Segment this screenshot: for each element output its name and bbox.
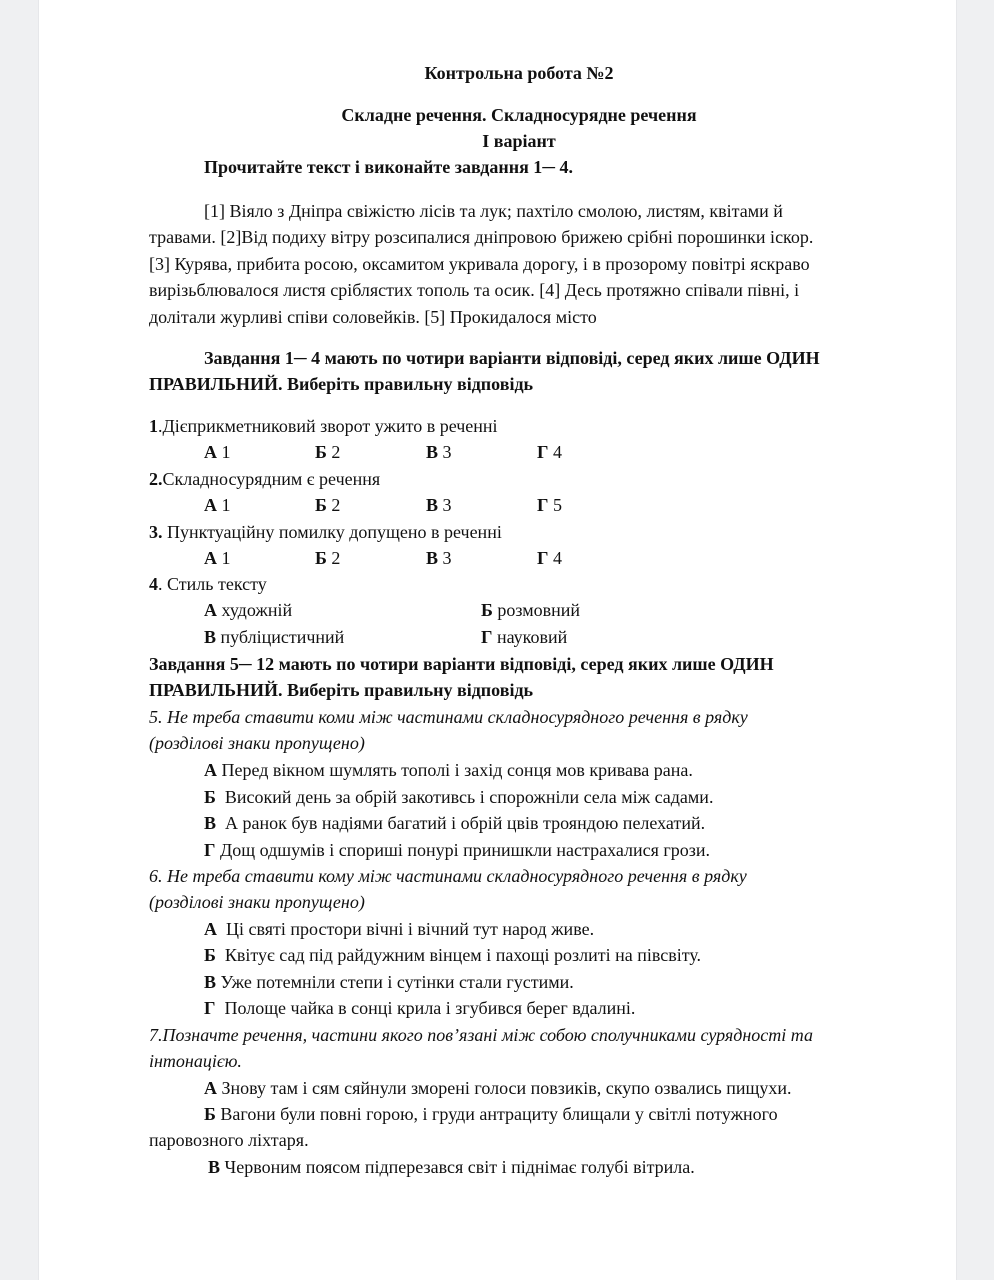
section2-header-line: ПРАВИЛЬНИЙ. Виберіть правильну відповідь <box>149 680 534 700</box>
option[interactable] <box>204 597 292 623</box>
text-line: [3] Курява, прибита росою, оксамитом укривала дорогу, і в прозорому повітрі яскраво <box>149 254 810 274</box>
option-text: Дощ одшумів і спориші понурі принишкли настрахалися грози. <box>215 840 710 860</box>
question-number: 3. <box>149 522 163 542</box>
option-letter: Г <box>537 495 549 515</box>
option-letter: А <box>204 1078 217 1098</box>
question-2 <box>149 466 380 492</box>
option-value: 3 <box>442 495 452 515</box>
option-letter: Г <box>481 627 493 647</box>
question-number: 2. <box>149 469 163 489</box>
option-text: Полоще чайка в сонці крила і згубився берег вдалині. <box>215 998 636 1018</box>
option[interactable] <box>204 1075 791 1101</box>
option-text: Уже потемніли степи і сутінки стали густими. <box>216 972 574 992</box>
question-7-text: 7.Позначте речення, частини якого пов’язані між собою сполучниками сурядності та <box>149 1025 814 1045</box>
question-text: Складносурядним є речення <box>162 469 381 489</box>
option[interactable] <box>204 969 574 995</box>
option-letter: В <box>208 1157 221 1177</box>
option-value: 4 <box>552 442 562 462</box>
option-letter: Г <box>537 548 549 568</box>
option[interactable] <box>204 545 231 571</box>
text-line: [1] Віяло з Дніпра свіжістю лісів та лук; пахтіло смолою, листям, квітами й <box>204 201 783 221</box>
option-letter: Б <box>481 600 493 620</box>
text-line: вирізьблювалося листя сріблястих тополь та осик. [4] Десь протяжно співали півні, і <box>149 280 800 300</box>
option-value: публіцистичний <box>220 627 345 647</box>
section2-header-line: Завдання 5─ 12 мають по чотири варіанти відповіді, серед яких лише ОДИН <box>149 654 774 674</box>
question-1 <box>149 413 498 439</box>
option-letter: Б <box>315 495 327 515</box>
option-letter: В <box>426 495 439 515</box>
option-value: 2 <box>331 495 341 515</box>
option[interactable] <box>315 439 340 465</box>
option-text-continuation: паровозного ліхтаря. <box>149 1130 309 1150</box>
document-title: Контрольна робота №2 <box>424 63 614 83</box>
option-value: розмовний <box>497 600 581 620</box>
option-text: Високий день за обрій закотивсь і спорожніли села між садами. <box>215 787 714 807</box>
section1-header-line: ПРАВИЛЬНИЙ. Виберіть правильну відповідь <box>149 374 534 394</box>
option-letter: А <box>204 600 217 620</box>
option-letter: Б <box>204 945 216 965</box>
question-4 <box>149 571 267 597</box>
question-6-text: 6. Не треба ставити кому між частинами складносурядного речення в рядку <box>149 866 747 886</box>
option-letter: А <box>204 919 217 939</box>
option[interactable] <box>204 757 693 783</box>
option[interactable] <box>204 810 705 836</box>
option-value: науковий <box>496 627 568 647</box>
option[interactable] <box>537 492 562 518</box>
option[interactable] <box>204 916 594 942</box>
option-letter: В <box>204 972 217 992</box>
option[interactable] <box>315 492 340 518</box>
option[interactable] <box>204 995 635 1021</box>
option-text: Вагони були повні горою, і груди антрациту блищали у світлі потужного <box>215 1104 778 1124</box>
option-value: 1 <box>221 442 231 462</box>
option-letter: Г <box>204 840 216 860</box>
option-text: Ці святі простори вічні і вічний тут народ живе. <box>217 919 595 939</box>
option-value: 5 <box>552 495 562 515</box>
option[interactable] <box>426 545 452 571</box>
option-letter: В <box>426 442 439 462</box>
option-letter: Б <box>204 1104 216 1124</box>
option-letter: В <box>204 627 217 647</box>
option-value: 4 <box>552 548 562 568</box>
option-value: 1 <box>221 548 231 568</box>
option-value: художній <box>221 600 293 620</box>
option-value: 3 <box>442 442 452 462</box>
option[interactable] <box>208 1154 695 1180</box>
option-letter: В <box>426 548 439 568</box>
variant-label: І варіант <box>482 131 556 151</box>
option[interactable] <box>537 545 562 571</box>
question-7-text: інтонацією. <box>149 1051 242 1071</box>
option-text: Квітує сад під райдужним вінцем і пахощі розлиті на півсвіту. <box>215 945 702 965</box>
option-text: Червоним поясом підперезався світ і піднімає голубі вітрила. <box>220 1157 695 1177</box>
option-value: 2 <box>331 548 341 568</box>
option-letter: Б <box>315 548 327 568</box>
option-letter: Г <box>537 442 549 462</box>
option[interactable] <box>204 439 231 465</box>
option-letter: А <box>204 495 217 515</box>
option[interactable] <box>204 837 710 863</box>
option-value: 1 <box>221 495 231 515</box>
question-3 <box>149 519 502 545</box>
option-letter: А <box>204 442 217 462</box>
question-number: 4 <box>149 574 158 594</box>
option-letter: А <box>204 760 217 780</box>
option-text: А ранок був надіями багатий і обрій цвів трояндою пелехатий. <box>216 813 706 833</box>
option[interactable] <box>204 624 344 650</box>
text-line: травами. [2]Від подиху вітру розсипалися дніпровою брижею срібні порошинки іскор. <box>149 227 814 247</box>
option[interactable] <box>426 492 452 518</box>
option[interactable] <box>204 492 231 518</box>
question-5-text: (розділові знаки пропущено) <box>149 733 365 753</box>
question-6-text: (розділові знаки пропущено) <box>149 892 365 912</box>
option-letter: Г <box>204 998 216 1018</box>
document-subtitle: Складне речення. Складносурядне речення <box>341 105 697 125</box>
question-5-text: 5. Не треба ставити коми між частинами складносурядного речення в рядку <box>149 707 748 727</box>
section1-header-line: Завдання 1─ 4 мають по чотири варіанти відповіді, серед яких лише ОДИН <box>204 348 820 368</box>
option[interactable] <box>481 597 580 623</box>
question-text: .Дієприкметниковий зворот ужито в реченні <box>158 416 498 436</box>
option[interactable] <box>426 439 452 465</box>
option[interactable] <box>315 545 340 571</box>
text-line: долітали журливі співи соловейків. [5] Прокидалося місто <box>149 307 597 327</box>
option[interactable] <box>204 942 701 968</box>
question-text: . Стиль тексту <box>158 574 267 594</box>
document-page <box>38 0 957 1280</box>
option-text: Перед вікном шумлять тополі і захід сонця мов кривава рана. <box>217 760 693 780</box>
option[interactable] <box>481 624 567 650</box>
instruction: Прочитайте текст і виконайте завдання 1─ 4. <box>204 157 574 177</box>
option[interactable] <box>204 1101 778 1127</box>
question-number: 1 <box>149 416 158 436</box>
option-value: 2 <box>331 442 341 462</box>
option-letter: А <box>204 548 217 568</box>
option[interactable] <box>537 439 562 465</box>
option[interactable] <box>204 784 713 810</box>
option-value: 3 <box>442 548 452 568</box>
option-letter: Б <box>204 787 216 807</box>
option-text: Знову там і сям сяйнули зморені голоси повзиків, скупо озвались пищухи. <box>217 1078 792 1098</box>
option-letter: В <box>204 813 217 833</box>
option-letter: Б <box>315 442 327 462</box>
question-text: Пунктуаційну помилку допущено в реченні <box>162 522 502 542</box>
